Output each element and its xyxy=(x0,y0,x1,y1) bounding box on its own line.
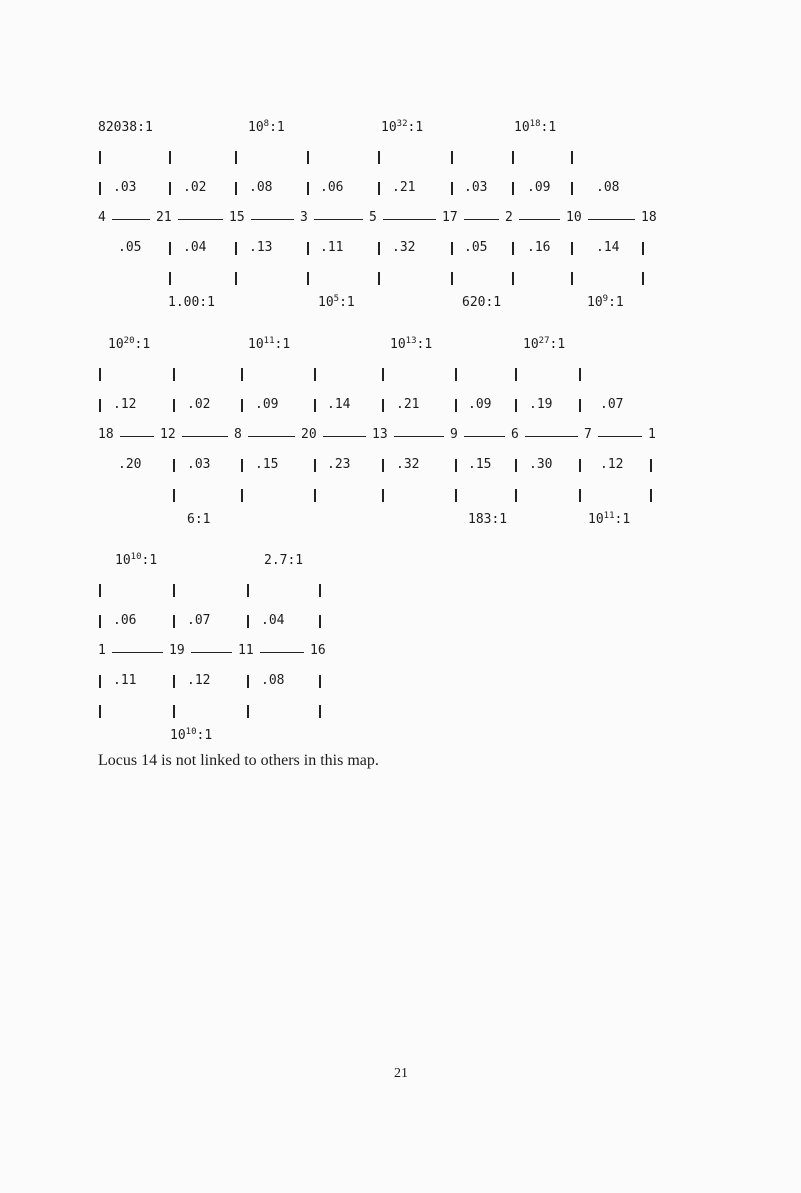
lower-value-bar xyxy=(307,242,309,255)
lower-value-bar xyxy=(515,459,517,472)
link-dash xyxy=(464,436,505,437)
lower-value: .12 xyxy=(600,457,624,472)
odds-ratio-bottom: 620:1 xyxy=(462,295,502,310)
locus-label: 19 xyxy=(169,643,185,658)
upper-value: .12 xyxy=(113,397,137,412)
locus-label: 8 xyxy=(234,427,242,442)
upper-value: .04 xyxy=(261,613,285,628)
link-dash xyxy=(260,652,304,653)
link-dash xyxy=(314,219,363,220)
lower-bar xyxy=(515,489,517,502)
lower-value-bar xyxy=(314,459,316,472)
upper-value-bar xyxy=(579,399,581,412)
odds-ratio-top: 82038:1 xyxy=(98,120,153,135)
upper-bar xyxy=(571,151,573,164)
upper-value-bar xyxy=(455,399,457,412)
lower-value: .04 xyxy=(183,240,207,255)
lower-value-bar xyxy=(173,675,175,688)
link-dash xyxy=(519,219,560,220)
lower-value: .15 xyxy=(255,457,279,472)
upper-value-bar xyxy=(99,615,101,628)
link-dash xyxy=(588,219,635,220)
link-dash xyxy=(323,436,366,437)
lower-bar xyxy=(173,489,175,502)
lower-value-bar xyxy=(382,459,384,472)
odds-ratio-bottom: 6:1 xyxy=(187,512,211,527)
link-dash xyxy=(394,436,444,437)
lower-bar xyxy=(642,272,644,285)
lower-bar xyxy=(173,705,175,718)
locus-label: 11 xyxy=(238,643,254,658)
upper-value: .06 xyxy=(320,180,344,195)
odds-ratio-top: $10^{18}:1$ xyxy=(514,119,557,135)
upper-value: .06 xyxy=(113,613,137,628)
lower-value-bar xyxy=(571,242,573,255)
lower-value-bar xyxy=(235,242,237,255)
upper-value: .21 xyxy=(392,180,416,195)
lower-value-bar xyxy=(650,459,652,472)
lower-value-bar xyxy=(378,242,380,255)
link-dash xyxy=(525,436,578,437)
lower-bar xyxy=(241,489,243,502)
odds-ratio-top: $10^{11}:1$ xyxy=(248,336,291,352)
lower-value: .11 xyxy=(320,240,344,255)
upper-value-bar xyxy=(314,399,316,412)
upper-value-bar xyxy=(99,399,101,412)
lower-value-bar xyxy=(173,459,175,472)
lower-value: .05 xyxy=(464,240,488,255)
upper-value: .14 xyxy=(327,397,351,412)
lower-bar xyxy=(247,705,249,718)
lower-value: .20 xyxy=(118,457,142,472)
lower-value-bar xyxy=(319,675,321,688)
locus-label: 10 xyxy=(566,210,582,225)
link-dash xyxy=(112,219,150,220)
upper-bar xyxy=(235,151,237,164)
lower-value: .14 xyxy=(596,240,620,255)
lower-bar xyxy=(455,489,457,502)
upper-bar xyxy=(515,368,517,381)
link-dash xyxy=(598,436,642,437)
odds-ratio-bottom: $10^{10}:1$ xyxy=(170,727,213,743)
upper-value: .08 xyxy=(249,180,273,195)
lower-value-bar xyxy=(642,242,644,255)
lower-value: .11 xyxy=(113,673,137,688)
odds-ratio-bottom: 183:1 xyxy=(468,512,508,527)
odds-ratio-top: $10^{20}:1$ xyxy=(108,336,151,352)
odds-ratio-bottom: $10^5:1$ xyxy=(318,294,355,310)
upper-bar xyxy=(173,368,175,381)
upper-value: .03 xyxy=(113,180,137,195)
upper-value: .07 xyxy=(600,397,624,412)
upper-value: .09 xyxy=(255,397,279,412)
odds-ratio-top: $10^{27}:1$ xyxy=(523,336,566,352)
upper-bar xyxy=(173,584,175,597)
lower-value-bar xyxy=(451,242,453,255)
upper-value-bar xyxy=(451,182,453,195)
lower-value: .16 xyxy=(527,240,551,255)
lower-bar xyxy=(378,272,380,285)
lower-value-bar xyxy=(512,242,514,255)
lower-bar xyxy=(650,489,652,502)
upper-bar xyxy=(247,584,249,597)
locus-label: 12 xyxy=(160,427,176,442)
lower-value: .13 xyxy=(249,240,273,255)
locus-label: 21 xyxy=(156,210,172,225)
upper-value-bar xyxy=(99,182,101,195)
lower-bar xyxy=(235,272,237,285)
upper-value: .07 xyxy=(187,613,211,628)
link-dash xyxy=(112,652,163,653)
locus-label: 4 xyxy=(98,210,106,225)
upper-bar xyxy=(169,151,171,164)
lower-bar xyxy=(571,272,573,285)
link-dash xyxy=(383,219,436,220)
locus-label: 13 xyxy=(372,427,388,442)
lower-bar xyxy=(99,705,101,718)
lower-value: .08 xyxy=(261,673,285,688)
locus-label: 1 xyxy=(648,427,656,442)
locus-label: 16 xyxy=(310,643,326,658)
locus-label: 18 xyxy=(98,427,114,442)
lower-bar xyxy=(307,272,309,285)
upper-bar xyxy=(319,584,321,597)
upper-value: .03 xyxy=(464,180,488,195)
upper-value-bar xyxy=(173,399,175,412)
link-dash xyxy=(251,219,294,220)
link-dash xyxy=(191,652,232,653)
unlinked-locus-note: Locus 14 is not linked to others in this map. xyxy=(98,752,379,769)
locus-label: 2 xyxy=(505,210,513,225)
upper-value-bar xyxy=(378,182,380,195)
odds-ratio-bottom: 1.00:1 xyxy=(168,295,215,310)
upper-bar xyxy=(579,368,581,381)
lower-value: .32 xyxy=(392,240,416,255)
lower-value-bar xyxy=(169,242,171,255)
page-number: 21 xyxy=(394,1066,408,1081)
upper-bar xyxy=(451,151,453,164)
upper-bar xyxy=(512,151,514,164)
upper-value: .09 xyxy=(527,180,551,195)
upper-value: .19 xyxy=(529,397,553,412)
lower-bar xyxy=(169,272,171,285)
lower-bar xyxy=(512,272,514,285)
locus-label: 20 xyxy=(301,427,317,442)
lower-value: .15 xyxy=(468,457,492,472)
locus-label: 6 xyxy=(511,427,519,442)
lower-value-bar xyxy=(247,675,249,688)
upper-value-bar xyxy=(241,399,243,412)
odds-ratio-bottom: $10^{11}:1$ xyxy=(588,511,631,527)
upper-value-bar xyxy=(319,615,321,628)
upper-bar xyxy=(99,584,101,597)
odds-ratio-top: 2.7:1 xyxy=(264,553,304,568)
upper-value-bar xyxy=(571,182,573,195)
upper-value-bar xyxy=(169,182,171,195)
lower-value-bar xyxy=(241,459,243,472)
upper-value-bar xyxy=(247,615,249,628)
lower-value: .32 xyxy=(396,457,420,472)
odds-ratio-top: $10^{13}:1$ xyxy=(390,336,433,352)
upper-bar xyxy=(241,368,243,381)
upper-value: .09 xyxy=(468,397,492,412)
link-dash xyxy=(120,436,154,437)
lower-bar xyxy=(314,489,316,502)
locus-label: 15 xyxy=(229,210,245,225)
upper-value-bar xyxy=(173,615,175,628)
lower-value: .30 xyxy=(529,457,553,472)
lower-bar xyxy=(579,489,581,502)
lower-bar xyxy=(319,705,321,718)
link-dash xyxy=(182,436,228,437)
lower-bar xyxy=(382,489,384,502)
lower-value: .12 xyxy=(187,673,211,688)
locus-label: 1 xyxy=(98,643,106,658)
odds-ratio-top: $10^{10}:1$ xyxy=(115,552,158,568)
upper-value: .02 xyxy=(183,180,207,195)
upper-value-bar xyxy=(235,182,237,195)
lower-value: .23 xyxy=(327,457,351,472)
locus-label: 3 xyxy=(300,210,308,225)
upper-bar xyxy=(314,368,316,381)
upper-value: .21 xyxy=(396,397,420,412)
upper-bar xyxy=(382,368,384,381)
locus-label: 18 xyxy=(641,210,657,225)
lower-value: .05 xyxy=(118,240,142,255)
odds-ratio-top: $10^8:1$ xyxy=(248,119,285,135)
link-dash xyxy=(464,219,499,220)
lower-value: .03 xyxy=(187,457,211,472)
locus-label: 7 xyxy=(584,427,592,442)
upper-bar xyxy=(99,151,101,164)
upper-bar xyxy=(378,151,380,164)
link-dash xyxy=(248,436,295,437)
link-dash xyxy=(178,219,223,220)
locus-label: 9 xyxy=(450,427,458,442)
locus-label: 17 xyxy=(442,210,458,225)
lower-value-bar xyxy=(579,459,581,472)
lower-value-bar xyxy=(99,675,101,688)
upper-bar xyxy=(99,368,101,381)
upper-bar xyxy=(307,151,309,164)
upper-value-bar xyxy=(382,399,384,412)
upper-value-bar xyxy=(515,399,517,412)
upper-value: .02 xyxy=(187,397,211,412)
upper-value-bar xyxy=(512,182,514,195)
odds-ratio-top: $10^{32}:1$ xyxy=(381,119,424,135)
lower-bar xyxy=(451,272,453,285)
locus-label: 5 xyxy=(369,210,377,225)
upper-value-bar xyxy=(307,182,309,195)
upper-bar xyxy=(455,368,457,381)
odds-ratio-bottom: $10^9:1$ xyxy=(587,294,624,310)
upper-value: .08 xyxy=(596,180,620,195)
lower-value-bar xyxy=(455,459,457,472)
